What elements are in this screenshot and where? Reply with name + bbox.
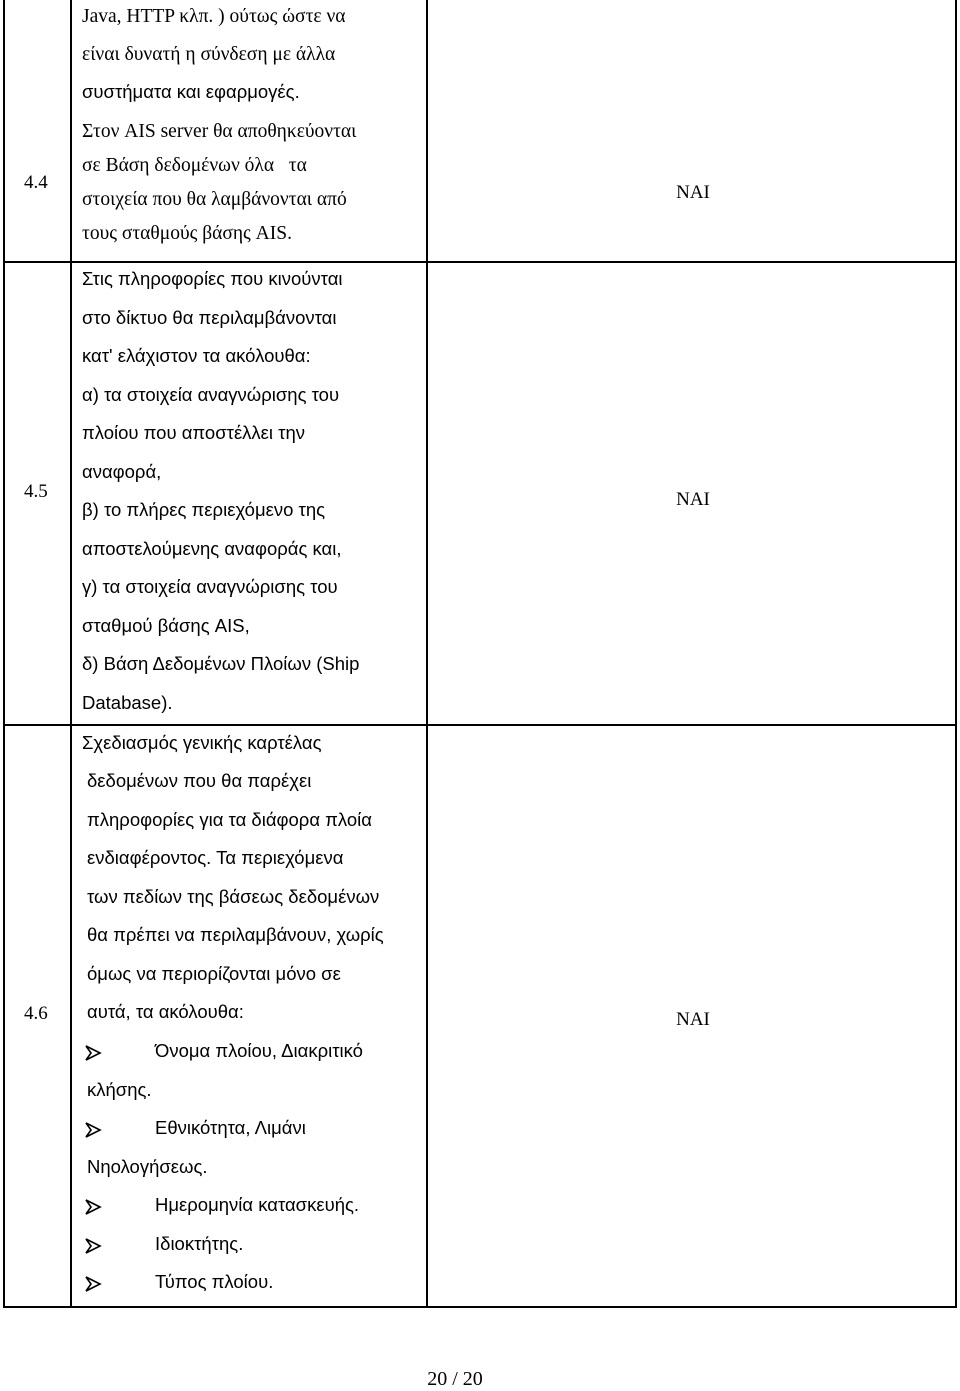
answer-cell: NAI xyxy=(676,1009,710,1030)
arrow-bullet-icon xyxy=(84,1044,102,1062)
row-divider-2 xyxy=(3,724,957,726)
row-text-line: αποστελούμενης αναφοράς και, xyxy=(82,538,342,559)
row-text-line: συστήματα και εφαρμογές. xyxy=(82,81,300,102)
arrow-bullet-icon xyxy=(84,1237,102,1255)
bullet-item-text: Ιδιοκτήτης. xyxy=(155,1233,244,1254)
row-text-line: πληροφορίες για τα διάφορα πλοία xyxy=(87,809,372,830)
table-left-border xyxy=(3,0,5,1308)
row-text-line: Στις πληροφορίες που κινούνται xyxy=(82,268,343,289)
row-text-line: τους σταθμούς βάσης AIS. xyxy=(82,223,292,244)
table-column-divider-1 xyxy=(70,0,72,1308)
row-text-line: είναι δυνατή η σύνδεση με άλλα xyxy=(82,44,336,65)
answer-cell: NAI xyxy=(676,489,710,510)
row-text-line: στοιχεία που θα λαμβάνονται από xyxy=(82,189,347,210)
row-text-line: όμως να περιορίζονται μόνο σε xyxy=(87,963,341,984)
bullet-item-continuation: Νηολογήσεως. xyxy=(87,1156,208,1177)
arrow-bullet-icon xyxy=(84,1198,102,1216)
row-text-line: Java, HTTP κλπ. ) ούτως ώστε να xyxy=(82,6,346,27)
row-text-line: ενδιαφέροντος. Τα περιεχόμενα xyxy=(87,847,344,868)
row-number: 4.4 xyxy=(24,172,48,193)
row-text-line: αναφορά, xyxy=(82,461,162,482)
row-text-line: δ) Βάση Δεδομένων Πλοίων (Ship xyxy=(82,653,360,674)
row-number: 4.5 xyxy=(24,481,48,502)
row-text-line: Σχεδιασμός γενικής καρτέλας xyxy=(82,732,322,753)
bullet-item-text: Ημερομηνία κατασκευής. xyxy=(155,1194,360,1215)
row-text-line: σε Βάση δεδομένων όλα τα xyxy=(82,155,307,176)
row-text-line: Στον AIS server θα αποθηκεύονται xyxy=(82,121,357,142)
table-column-divider-2 xyxy=(426,0,428,1308)
row-text-line: δεδομένων που θα παρέχει xyxy=(87,770,312,791)
row-number: 4.6 xyxy=(24,1003,48,1024)
row-text-line: σταθμού βάσης AIS, xyxy=(82,615,250,636)
arrow-bullet-icon xyxy=(84,1275,102,1293)
row-text-line: Database). xyxy=(82,692,173,713)
row-text-line: των πεδίων της βάσεως δεδομένων xyxy=(87,886,380,907)
table-bottom-border xyxy=(3,1306,957,1308)
bullet-item-continuation: κλήσης. xyxy=(87,1079,152,1100)
page-number: 20 / 20 xyxy=(427,1368,483,1390)
row-text-line: β) το πλήρες περιεχόμενο της xyxy=(82,499,326,520)
answer-cell: NAI xyxy=(676,182,710,203)
row-text-line: πλοίου που αποστέλλει την xyxy=(82,422,306,443)
row-text-line: α) τα στοιχεία αναγνώρισης του xyxy=(82,384,340,405)
row-text-line: θα πρέπει να περιλαμβάνουν, χωρίς xyxy=(87,924,384,945)
arrow-bullet-icon xyxy=(84,1121,102,1139)
row-text-line: κατ' ελάχιστον τα ακόλουθα: xyxy=(82,345,311,366)
bullet-item-text: Εθνικότητα, Λιμάνι xyxy=(155,1117,306,1138)
row-text-line: στο δίκτυο θα περιλαμβάνονται xyxy=(82,307,337,328)
bullet-item-text: Τύπος πλοίου. xyxy=(155,1271,274,1292)
row-divider-1 xyxy=(3,261,957,263)
row-text-line: αυτά, τα ακόλουθα: xyxy=(87,1001,244,1022)
row-text-line: γ) τα στοιχεία αναγνώρισης του xyxy=(82,576,338,597)
bullet-item-text: Όνομα πλοίου, Διακριτικό xyxy=(155,1040,363,1061)
